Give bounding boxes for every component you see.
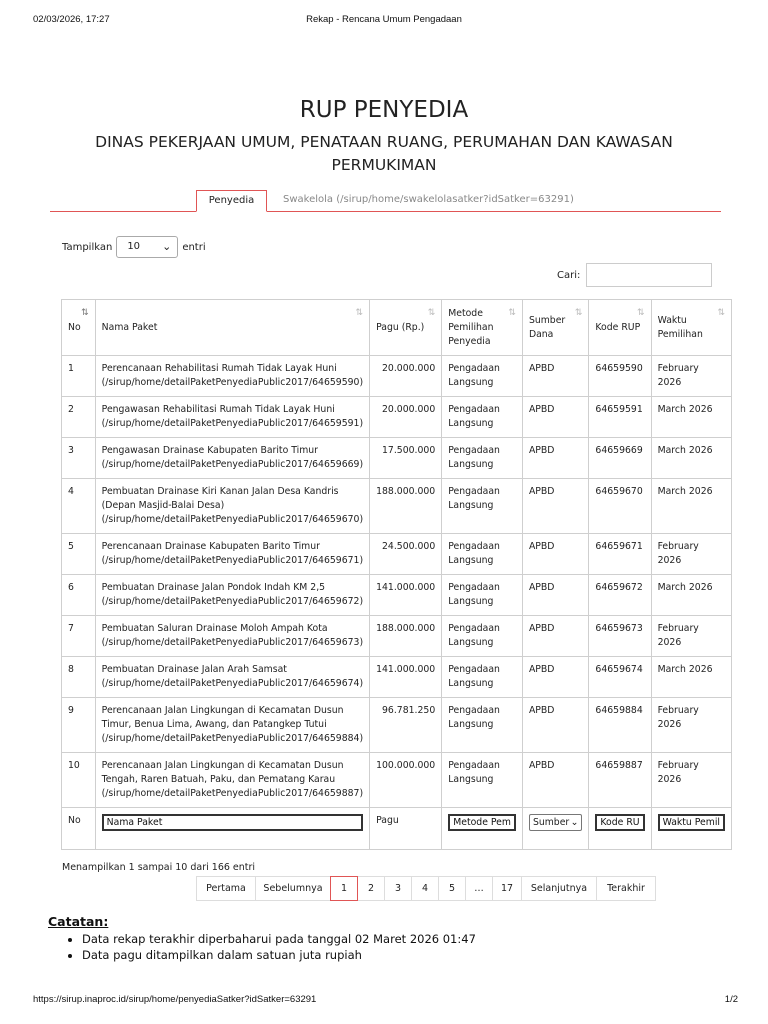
- cell-sumber-dana: APBD: [522, 397, 588, 438]
- cell-nama-paket[interactable]: Pengawasan Drainase Kabupaten Barito Timur (/sirup/home/detailPaketPenyediaPublic2017/64659669): [95, 438, 369, 479]
- cell-metode: Pengadaan Langsung: [442, 575, 523, 616]
- chevron-down-icon: ⌄: [162, 240, 172, 253]
- cell-nama-paket[interactable]: Perencanaan Jalan Lingkungan di Kecamatan Dusun Timur, Benua Lima, Awang, dan Patangkep Tutui (/sirup/home/detailPaketPenyediaPublic2017/64659884): [95, 698, 369, 753]
- entries-length-control: [62, 236, 206, 258]
- sort-icon: ⇅: [355, 308, 364, 318]
- page-title: RUP PENYEDIA: [299, 97, 469, 123]
- cell-nama-paket[interactable]: Pembuatan Drainase Kiri Kanan Jalan Desa Kandris (Depan Masjid-Balai Desa) (/sirup/home/detailPaketPenyediaPublic2017/64659670): [95, 479, 369, 534]
- print-date: 02/03/2026, 17:27: [33, 14, 110, 25]
- search-label: Cari:: [557, 269, 581, 281]
- filter-sumber-select[interactable]: [529, 814, 582, 831]
- cell-pagu: 20.000.000: [370, 397, 442, 438]
- table-row: [62, 753, 732, 808]
- cell-metode: Pengadaan Langsung: [442, 397, 523, 438]
- rup-table: [61, 299, 732, 850]
- cell-sumber-dana: APBD: [522, 616, 588, 657]
- page-first-button[interactable]: Pertama: [196, 876, 256, 901]
- cell-sumber-dana: APBD: [522, 753, 588, 808]
- page-button-2[interactable]: 2: [357, 876, 385, 901]
- cell-no: 10: [62, 753, 96, 808]
- cell-sumber-dana: APBD: [522, 479, 588, 534]
- cell-nama-paket[interactable]: Perencanaan Rehabilitasi Rumah Tidak Layak Huni (/sirup/home/detailPaketPenyediaPublic2017/64659590): [95, 356, 369, 397]
- cell-nama-paket[interactable]: Pembuatan Drainase Jalan Pondok Indah KM 2,5 (/sirup/home/detailPaketPenyediaPublic2017/64659672): [95, 575, 369, 616]
- cell-kode-rup: 64659591: [589, 397, 651, 438]
- filter-pagu-label: Pagu: [370, 808, 442, 850]
- page-subtitle: DINAS PEKERJAAN UMUM, PENATAAN RUANG, PERUMAHAN DAN KAWASAN PERMUKIMAN: [95, 133, 673, 174]
- page-button-4[interactable]: 4: [411, 876, 439, 901]
- cell-kode-rup: 64659887: [589, 753, 651, 808]
- cell-pagu: 141.000.000: [370, 575, 442, 616]
- column-label: Metode Pemilihan Penyedia: [448, 307, 494, 347]
- entries-select-value: 10: [127, 241, 141, 252]
- page-button-1[interactable]: 1: [330, 876, 358, 901]
- table-row: [62, 534, 732, 575]
- note-item: • Data rekap terakhir diperbaharui pada tanggal 02 Maret 2026 01:47: [82, 931, 476, 947]
- cell-metode: Pengadaan Langsung: [442, 479, 523, 534]
- cell-metode: Pengadaan Langsung: [442, 657, 523, 698]
- column-header-sumber[interactable]: [522, 300, 588, 356]
- page-prev-button[interactable]: Sebelumnya: [255, 876, 331, 901]
- length-label-after: entri: [182, 241, 206, 253]
- table-row: [62, 616, 732, 657]
- cell-metode: Pengadaan Langsung: [442, 356, 523, 397]
- search-input[interactable]: [586, 263, 712, 287]
- cell-sumber-dana: APBD: [522, 356, 588, 397]
- cell-no: 1: [62, 356, 96, 397]
- cell-waktu: March 2026: [651, 438, 731, 479]
- sort-icon: ⇅: [574, 308, 583, 318]
- pagination: [197, 876, 656, 901]
- cell-sumber-dana: APBD: [522, 575, 588, 616]
- cell-metode: Pengadaan Langsung: [442, 438, 523, 479]
- print-title: Rekap - Rencana Umum Pengadaan: [306, 14, 462, 25]
- table-row: [62, 397, 732, 438]
- entries-select[interactable]: [116, 236, 178, 258]
- column-header-nama[interactable]: [95, 300, 369, 356]
- column-header-pagu[interactable]: [370, 300, 442, 356]
- cell-waktu: February 2026: [651, 616, 731, 657]
- table-row: [62, 698, 732, 753]
- filter-metode-cell: [442, 808, 523, 850]
- filter-metode-input[interactable]: Metode Pem: [448, 814, 516, 831]
- cell-kode-rup: 64659590: [589, 356, 651, 397]
- cell-sumber-dana: APBD: [522, 657, 588, 698]
- cell-nama-paket[interactable]: Perencanaan Drainase Kabupaten Barito Timur (/sirup/home/detailPaketPenyediaPublic2017/64659671): [95, 534, 369, 575]
- cell-nama-paket[interactable]: Pembuatan Saluran Drainase Moloh Ampah Kota (/sirup/home/detailPaketPenyediaPublic2017/64659673): [95, 616, 369, 657]
- search-control: [557, 263, 712, 287]
- table-row: [62, 356, 732, 397]
- page-next-button[interactable]: Selanjutnya: [521, 876, 597, 901]
- cell-no: 7: [62, 616, 96, 657]
- page-last-button[interactable]: Terakhir: [596, 876, 656, 901]
- cell-metode: Pengadaan Langsung: [442, 698, 523, 753]
- column-label: No: [68, 321, 81, 333]
- column-header-kode[interactable]: [589, 300, 651, 356]
- notes-section: [48, 914, 476, 963]
- table-filter-row: [62, 808, 732, 850]
- table-row: [62, 657, 732, 698]
- sort-icon: ⇅: [637, 308, 645, 318]
- cell-waktu: February 2026: [651, 698, 731, 753]
- tab-penyedia[interactable]: Penyedia: [196, 190, 267, 212]
- page-ellipsis: …: [465, 876, 493, 901]
- notes-title: Catatan:: [48, 914, 109, 929]
- filter-waktu-input[interactable]: Waktu Pemil: [658, 814, 725, 831]
- cell-no: 3: [62, 438, 96, 479]
- cell-pagu: 188.000.000: [370, 479, 442, 534]
- filter-waktu-cell: [651, 808, 731, 850]
- note-item: • Data pagu ditampilkan dalam satuan juta rupiah: [82, 947, 476, 963]
- cell-no: 4: [62, 479, 96, 534]
- cell-kode-rup: 64659674: [589, 657, 651, 698]
- filter-sumber-cell: [522, 808, 588, 850]
- column-header-metode[interactable]: [442, 300, 523, 356]
- cell-metode: Pengadaan Langsung: [442, 616, 523, 657]
- cell-no: 8: [62, 657, 96, 698]
- cell-no: 2: [62, 397, 96, 438]
- filter-no-label: No: [62, 808, 96, 850]
- cell-kode-rup: 64659673: [589, 616, 651, 657]
- cell-nama-paket[interactable]: Pengawasan Rehabilitasi Rumah Tidak Layak Huni (/sirup/home/detailPaketPenyediaPublic2017/64659591): [95, 397, 369, 438]
- cell-no: 6: [62, 575, 96, 616]
- column-label: Nama Paket: [101, 321, 158, 333]
- cell-waktu: March 2026: [651, 397, 731, 438]
- cell-sumber-dana: APBD: [522, 438, 588, 479]
- cell-pagu: 17.500.000: [370, 438, 442, 479]
- page-button-5[interactable]: 5: [438, 876, 466, 901]
- cell-sumber-dana: APBD: [522, 534, 588, 575]
- cell-kode-rup: 64659884: [589, 698, 651, 753]
- notes-list: [82, 931, 476, 963]
- cell-no: 5: [62, 534, 96, 575]
- filter-nama-cell: [95, 808, 369, 850]
- cell-no: 9: [62, 698, 96, 753]
- cell-nama-paket[interactable]: Perencanaan Jalan Lingkungan di Kecamatan Dusun Tengah, Raren Batuah, Paku, dan Pematang Karau (/sirup/home/detailPaketPenyediaPublic2017/64659887): [95, 753, 369, 808]
- column-label: Waktu Pemilihan: [657, 314, 703, 340]
- filter-kode-cell: [589, 808, 651, 850]
- column-label: Pagu (Rp.): [376, 321, 425, 333]
- length-label-before: Tampilkan: [62, 241, 113, 253]
- cell-pagu: 188.000.000: [370, 616, 442, 657]
- cell-metode: Pengadaan Langsung: [442, 753, 523, 808]
- tab-bar: [50, 190, 721, 212]
- filter-sumber-value: Sumber: [532, 817, 570, 828]
- table-header-row: [62, 300, 732, 356]
- tab-swakelola[interactable]: Swakelola (/sirup/home/swakelolasatker?idSatker=63291): [283, 194, 574, 205]
- print-page-number: 1/2: [724, 994, 738, 1005]
- cell-kode-rup: 64659672: [589, 575, 651, 616]
- cell-pagu: 24.500.000: [370, 534, 442, 575]
- cell-waktu: February 2026: [651, 753, 731, 808]
- table-row: [62, 575, 732, 616]
- cell-waktu: March 2026: [651, 479, 731, 534]
- cell-pagu: 141.000.000: [370, 657, 442, 698]
- column-header-waktu[interactable]: [651, 300, 731, 356]
- sort-icon: ⇅: [508, 308, 516, 318]
- column-label: Sumber Dana: [528, 314, 566, 340]
- cell-sumber-dana: APBD: [522, 698, 588, 753]
- cell-pagu: 100.000.000: [370, 753, 442, 808]
- filter-nama-input[interactable]: Nama Paket: [102, 814, 363, 831]
- cell-metode: Pengadaan Langsung: [442, 534, 523, 575]
- chevron-down-icon: ⌄: [570, 817, 579, 828]
- cell-pagu: 96.781.250: [370, 698, 442, 753]
- cell-waktu: February 2026: [651, 534, 731, 575]
- cell-nama-paket[interactable]: Pembuatan Drainase Jalan Arah Samsat (/sirup/home/detailPaketPenyediaPublic2017/64659674): [95, 657, 369, 698]
- sort-icon: ⇅: [427, 308, 436, 318]
- cell-waktu: February 2026: [651, 356, 731, 397]
- column-label: Kode RUP: [595, 321, 641, 333]
- filter-kode-input[interactable]: Kode RU: [595, 814, 644, 831]
- table-row: [62, 438, 732, 479]
- column-header-no[interactable]: [62, 300, 96, 356]
- table-info: Menampilkan 1 sampai 10 dari 166 entri: [62, 862, 256, 873]
- cell-kode-rup: 64659671: [589, 534, 651, 575]
- table-row: [62, 479, 732, 534]
- cell-kode-rup: 64659669: [589, 438, 651, 479]
- cell-kode-rup: 64659670: [589, 479, 651, 534]
- cell-waktu: March 2026: [651, 657, 731, 698]
- print-url: https://sirup.inaproc.id/sirup/home/penyediaSatker?idSatker=63291: [33, 994, 317, 1005]
- page-button-3[interactable]: 3: [384, 876, 412, 901]
- page-button-17[interactable]: 17: [492, 876, 522, 901]
- cell-pagu: 20.000.000: [370, 356, 442, 397]
- sort-icon: ⇅: [717, 308, 725, 318]
- sort-asc-icon: ⇅: [81, 308, 89, 318]
- cell-waktu: March 2026: [651, 575, 731, 616]
